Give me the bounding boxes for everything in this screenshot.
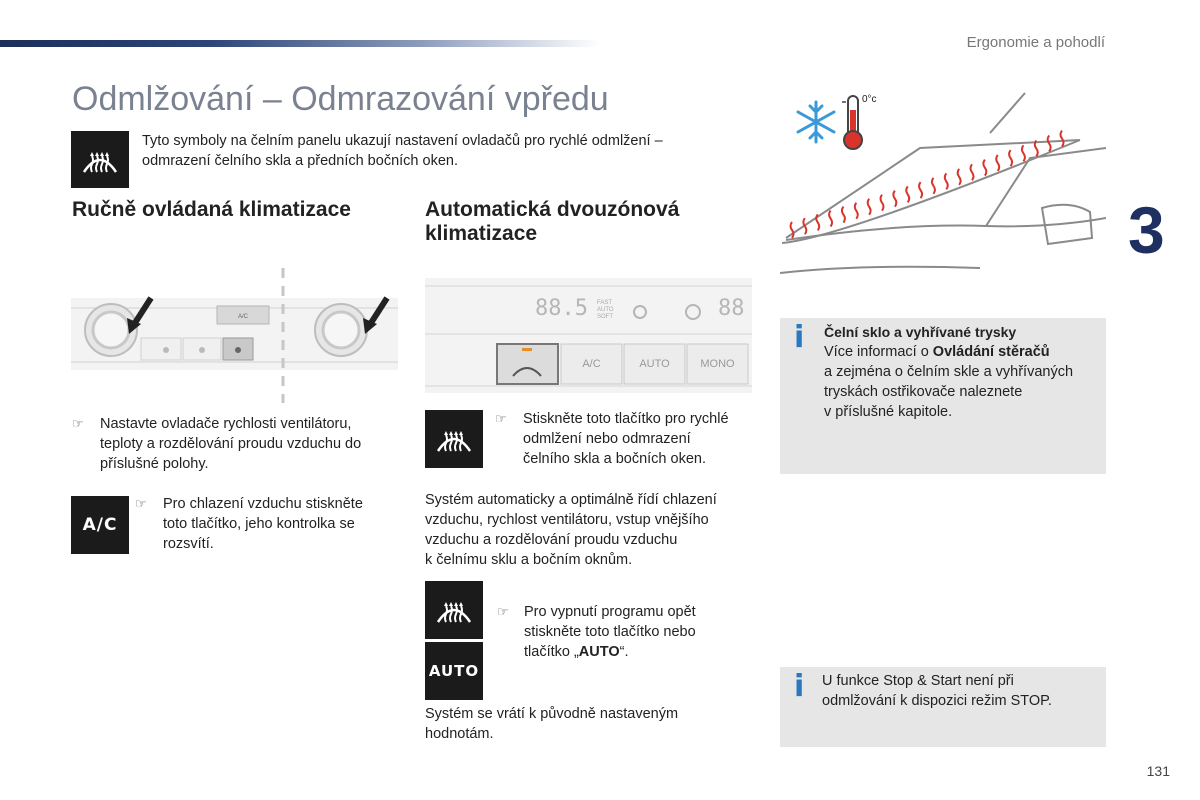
auto-bullet-1 xyxy=(495,409,755,469)
heat-wave-mark xyxy=(945,173,948,189)
heat-wave-mark xyxy=(829,211,832,227)
auto-heading xyxy=(425,198,679,246)
text-line: Systém se vrátí k původně nastaveným xyxy=(425,706,679,722)
info-box-wipers xyxy=(780,318,1106,474)
display-temp-left: 88.5 xyxy=(535,296,588,321)
text-fragment: “. xyxy=(619,644,629,660)
text-line: a zejména o čelním skle a vyhřívaných xyxy=(824,364,1074,380)
intro-line: odmrazení čelního skla a předních bočních oken. xyxy=(142,153,458,169)
heat-wave-mark xyxy=(919,182,922,198)
manual-heading: Ručně ovládaná klimatizace xyxy=(72,198,351,221)
heading-line: Automatická dvouzónová xyxy=(425,198,680,221)
display-temp-right: 88 xyxy=(718,296,745,321)
heat-wave-mark xyxy=(1048,136,1051,152)
text-line: Stiskněte toto tlačítko pro rychlé xyxy=(523,411,729,427)
text-line: odmlžování k dispozici režim STOP. xyxy=(822,693,1052,709)
intro-line: Tyto symboly na čelním panelu ukazují nastavení ovladačů pro rychlé odmlžení – xyxy=(142,133,663,149)
heat-wave-mark xyxy=(842,207,845,223)
panel-auto-button: AUTO xyxy=(639,358,670,370)
heat-wave-mark xyxy=(1022,145,1025,161)
manual-bullet-1 xyxy=(72,414,392,474)
auto-panel-illustration xyxy=(425,278,752,393)
heat-wave-mark xyxy=(983,160,986,176)
text-line: v příslušné kapitole. xyxy=(824,404,953,420)
display-mode: FAST AUTO SOFT xyxy=(597,300,614,320)
auto-final-text xyxy=(425,704,745,744)
text-line: k čelnímu sklu a bočním oknům. xyxy=(425,552,633,568)
chapter-number: 3 xyxy=(1128,193,1163,267)
thermometer-icon xyxy=(842,96,862,149)
heat-wave-mark xyxy=(893,191,896,207)
heading-line: klimatizace xyxy=(425,222,538,245)
heat-wave-mark xyxy=(803,218,806,234)
panel-mono-button: MONO xyxy=(700,358,735,370)
text-line: teploty a rozdělování proudu vzduchu do xyxy=(100,436,362,452)
section-title: Ergonomie a pohodlí xyxy=(966,34,1105,51)
front-defrost-icon xyxy=(425,410,483,468)
heat-wave-mark xyxy=(855,203,858,219)
text-line: odmlžení nebo odmrazení xyxy=(523,431,691,447)
auto-icon xyxy=(425,642,483,700)
pointer-icon: ☞ xyxy=(72,416,84,431)
windscreen-illustration xyxy=(780,88,1106,303)
header-bar xyxy=(0,40,600,47)
text-line: Systém automaticky a optimálně řídí chlazení xyxy=(425,492,717,508)
text-line: Nastavte ovladače rychlosti ventilátoru, xyxy=(100,416,352,432)
heat-wave-mark xyxy=(1061,131,1064,147)
info-icon: i xyxy=(794,320,805,355)
text-fragment: Více informací o xyxy=(824,344,933,360)
pointer-icon: ☞ xyxy=(497,604,509,619)
info-title: Čelní sklo a vyhřívané trysky xyxy=(824,324,1017,340)
auto-paragraph xyxy=(425,490,765,570)
heat-wave-mark xyxy=(881,195,884,211)
text-line: toto tlačítko, jeho kontrolka se xyxy=(163,516,355,532)
page-number: 131 xyxy=(1146,763,1170,779)
manual-panel-illustration xyxy=(71,268,398,403)
intro-text xyxy=(142,131,722,171)
text-line: rozsvítí. xyxy=(163,536,214,552)
text-line: vzduchu a rozdělování proudu vzduchu xyxy=(425,532,678,548)
auto-icon-label: AUTO xyxy=(428,662,480,680)
snowflake-icon xyxy=(798,102,834,142)
heat-wave-mark xyxy=(932,178,935,194)
pointer-icon: ☞ xyxy=(135,496,147,511)
text-bold: Ovládání stěračů xyxy=(932,344,1050,360)
text-line: tryskách ostřikovače naleznete xyxy=(824,384,1023,400)
text-line xyxy=(824,342,1099,362)
heat-wave-mark xyxy=(958,169,961,185)
info-icon: i xyxy=(794,669,805,704)
text-line: U funkce Stop & Start není při xyxy=(822,673,1014,689)
temperature-label: 0°c xyxy=(862,94,877,105)
auto-bullet-2 xyxy=(497,602,747,662)
text-line: Pro chlazení vzduchu stiskněte xyxy=(163,496,363,512)
text-line: vzduchu, rychlost ventilátoru, vstup vnějšího xyxy=(425,512,709,528)
heat-wave-mark xyxy=(906,186,909,202)
heat-wave-mark xyxy=(868,199,871,215)
text-line: stiskněte toto tlačítko nebo xyxy=(524,624,696,640)
info-box-stop-start xyxy=(780,667,1106,747)
text-fragment: tlačítko „ xyxy=(524,644,579,660)
text-line: příslušné polohy. xyxy=(100,456,209,472)
panel-ac-text: A/C xyxy=(237,314,249,320)
front-defrost-icon xyxy=(71,131,129,188)
text-bold: AUTO xyxy=(578,644,620,660)
heat-wave-mark xyxy=(996,155,999,171)
text-line: Pro vypnutí programu opět xyxy=(524,604,696,620)
heat-wave-mark xyxy=(971,164,974,180)
text-line: hodnotám. xyxy=(425,726,494,742)
heat-wave-mark xyxy=(1009,150,1012,166)
page-title: Odmlžování – Odmrazování vpředu xyxy=(72,80,609,118)
text-line: čelního skla a bočních oken. xyxy=(523,451,706,467)
panel-ac-button: A/C xyxy=(582,358,601,370)
ac-icon xyxy=(71,496,129,554)
front-defrost-icon xyxy=(425,581,483,639)
pointer-icon: ☞ xyxy=(495,411,507,426)
text-line xyxy=(524,642,747,662)
ac-icon-label: A/C xyxy=(82,515,118,535)
manual-bullet-2 xyxy=(135,494,395,554)
